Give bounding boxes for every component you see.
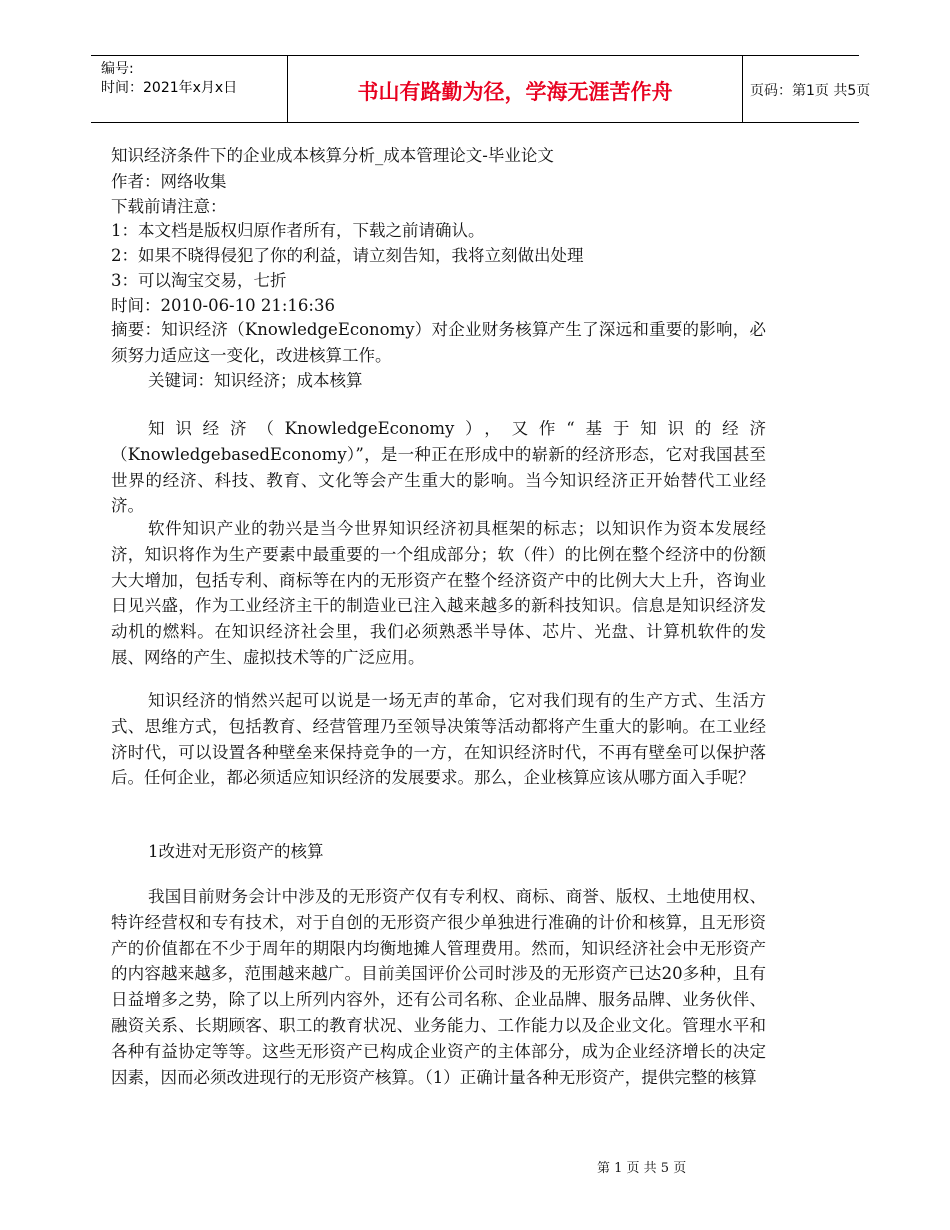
notice-1: 1：本文档是版权归原作者所有，下载之前请确认。 xyxy=(111,221,485,240)
author-line: 作者：网络收集 xyxy=(111,172,227,191)
paragraph-4: 我国目前财务会计中涉及的无形资产仅有专利权、商标、商誉、版权、土地使用权、特许经营权和专有技术，对于自创的无形资产很少单独进行准确的计价和核算，且无形资产的价值都在不少于周年的期限内均衡地摊人管理费用。然而，知识经济社会中无形资产的内容越来越多，范围越来越广。目前美国评价公司时涉及的无形资产已达20多种，且有日益增多之势，除了以上所列内容外，还有公司名称、企业品牌、服务品牌、业务伙伴、融资关系、长期顾客、职工的教育状况、业务能力、工作能力以及企业文化。管理水平和各种有益协定等等。这些无形资产已构成企业资产的主体部分，成为企业经济增长的决定因素，因而必须改进现行的无形资产核算。（1）正确计量各种无形资产，提供完整的核算 xyxy=(111,887,766,1087)
time-line: 时间：2010-06-10 21:16:36 xyxy=(111,296,335,315)
paragraph-1: 知识经济（KnowledgeEconomy），又作“基于知识的经济（KnowledgebasedEconomy）”，是一种正在形成中的崭新的经济形态，它对我国甚至世界的经济、科技、教育、文化等会产生重大的影响。当今知识经济正开始替代工业经济。 xyxy=(111,419,766,516)
notice-heading: 下载前请注意： xyxy=(111,197,227,216)
keywords: 关键词：知识经济；成本核算 xyxy=(148,371,363,390)
doc-title: 知识经济条件下的企业成本核算分析_成本管理论文-毕业论文 xyxy=(111,146,554,165)
page-code: 页码：第1页 共5页 xyxy=(750,83,871,99)
footer-page-number: 第 1 页 共 5 页 xyxy=(597,1161,687,1176)
time-label: 时间：2021年x月x日 xyxy=(101,80,238,96)
header-page-cell xyxy=(742,56,871,122)
page-header xyxy=(91,55,871,123)
motto: 书山有路勤为径，学海无涯苦作舟 xyxy=(357,80,673,104)
number-label: 编号: xyxy=(101,61,134,77)
paragraph-2: 软件知识产业的勃兴是当今世界知识经济初具框架的标志；以知识作为资本发展经济，知识将作为生产要素中最重要的一个组成部分；软（件）的比例在整个经济中的份额大大增加，包括专利、商标等在内的无形资产在整个经济资产中的比例大大上升，咨询业日见兴盛，作为工业经济主干的制造业已注入越来越多的新科技知识。信息是知识经济发动机的燃料。在知识经济社会里，我们必须熟悉半导体、芯片、光盘、计算机软件的发展、网络的产生、虚拟技术等的广泛应用。 xyxy=(111,519,766,667)
notice-3: 3：可以淘宝交易，七折 xyxy=(111,271,287,290)
header-meta-cell xyxy=(91,56,287,122)
header-motto-cell xyxy=(287,56,743,122)
paragraph-3: 知识经济的悄然兴起可以说是一场无声的革命，它对我们现有的生产方式、生活方式、思维方式，包括教育、经营管理乃至领导决策等活动都将产生重大的影响。在工业经济时代，可以设置各种壁垒来保持竞争的一方，在知识经济时代，不再有壁垒可以保护落后。任何企业，都必须适应知识经济的发展要求。那么，企业核算应该从哪方面入手呢？ xyxy=(111,691,766,788)
section-heading-1: 1改进对无形资产的核算 xyxy=(148,842,324,861)
notice-2: 2：如果不晓得侵犯了你的利益，请立刻告知，我将立刻做出处理 xyxy=(111,246,584,265)
abstract: 摘要：知识经济（KnowledgeEconomy）对企业财务核算产生了深远和重要的影响，必须努力适应这一变化，改进核算工作。 xyxy=(111,320,766,365)
